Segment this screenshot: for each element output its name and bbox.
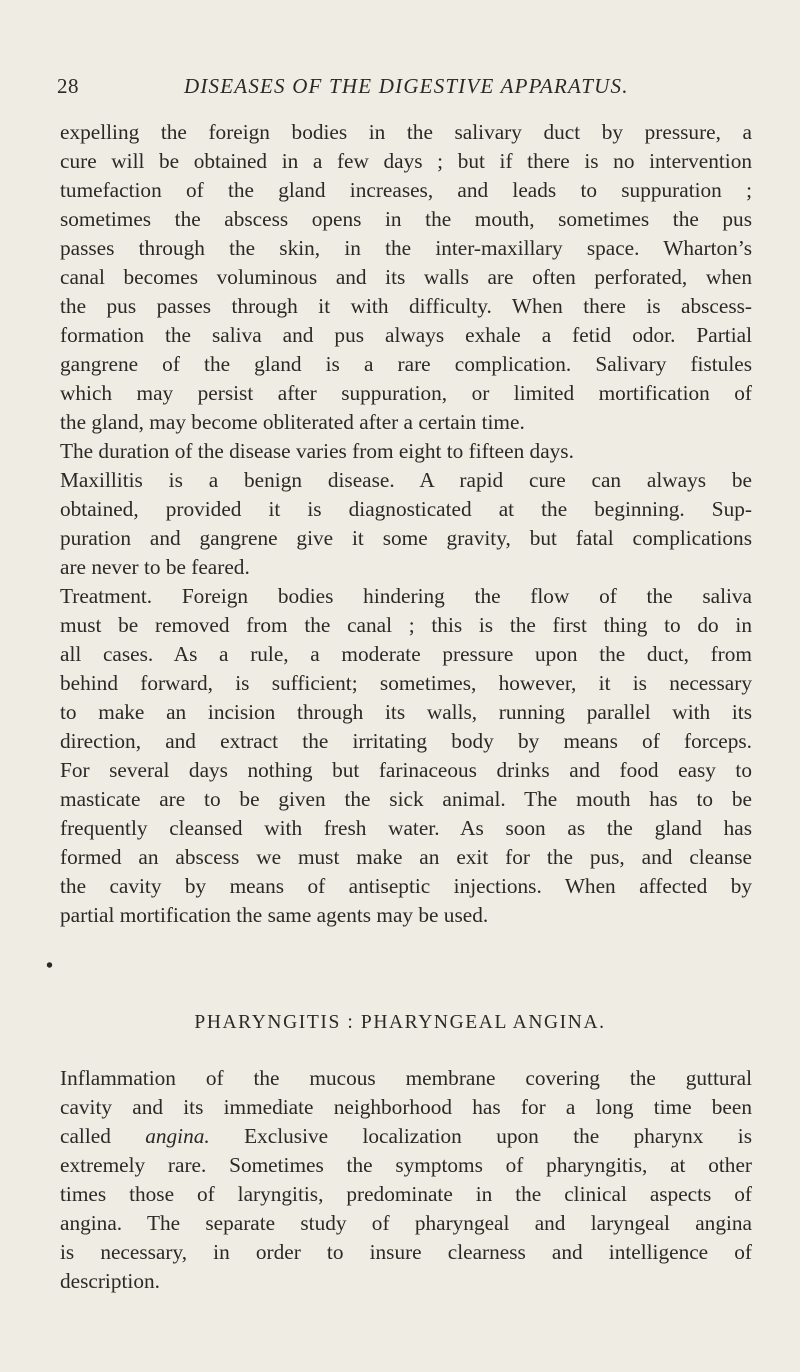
- text-line: is necessary, in order to insure clearness and intelligence of: [60, 1240, 752, 1264]
- text-line: extremely rare. Sometimes the symptoms of pharyngitis, at other: [60, 1153, 752, 1177]
- running-head: [57, 74, 747, 104]
- text-line: description.: [60, 1269, 160, 1293]
- text-line: all cases. As a rule, a moderate pressure upon the duct, from: [60, 642, 752, 666]
- text-line: For several days nothing but farinaceous drinks and food easy to: [60, 758, 752, 782]
- text-line: cavity and its immediate neighborhood has for a long time been: [60, 1095, 752, 1119]
- body-text: [60, 118, 752, 930]
- text-line: expelling the foreign bodies in the salivary duct by pressure, a: [60, 120, 752, 144]
- text-line: Treatment. Foreign bodies hindering the flow of the saliva: [60, 584, 752, 608]
- italic-term: angina.: [145, 1124, 210, 1148]
- text-line: cure will be obtained in a few days ; but if there is no intervention: [60, 149, 752, 173]
- section-heading: PHARYNGITIS : PHARYNGEAL ANGINA.: [194, 1012, 606, 1033]
- text-line: sometimes the abscess opens in the mouth, sometimes the pus: [60, 207, 752, 231]
- text-line: are never to be feared.: [60, 555, 250, 579]
- text-line: the cavity by means of antiseptic injections. When affected by: [60, 874, 752, 898]
- paragraph-duration: [60, 437, 752, 466]
- text-line: canal becomes voluminous and its walls are often perforated, when: [60, 265, 752, 289]
- text-line: the pus passes through it with difficulty. When there is abscess-: [60, 294, 752, 318]
- body-text-angina: [60, 1064, 752, 1296]
- text-line: must be removed from the canal ; this is the first thing to do in: [60, 613, 752, 637]
- paragraph-prognosis: [60, 466, 752, 582]
- text-line: Maxillitis is a benign disease. A rapid cure can always be: [60, 468, 752, 492]
- paragraph-continuation: [60, 118, 752, 437]
- text-line: frequently cleansed with fresh water. As soon as the gland has: [60, 816, 752, 840]
- text-line: masticate are to be given the sick animal. The mouth has to be: [60, 787, 752, 811]
- text-line: tumefaction of the gland increases, and leads to suppuration ;: [60, 178, 752, 202]
- paragraph-treatment: [60, 582, 752, 930]
- text-line: gangrene of the gland is a rare complication. Salivary fistules: [60, 352, 752, 376]
- text-line: puration and gangrene give it some gravity, but fatal complications: [60, 526, 752, 550]
- text-line-with-italic: [60, 1122, 752, 1151]
- text-line: Inflammation of the mucous membrane covering the guttural: [60, 1066, 752, 1090]
- text-line: to make an incision through its walls, running parallel with its: [60, 700, 752, 724]
- text-line: times those of laryngitis, predominate in the clinical aspects of: [60, 1182, 752, 1206]
- text-line: which may persist after suppuration, or limited mortification of: [60, 381, 752, 405]
- text-line: formed an abscess we must make an exit for the pus, and cleanse: [60, 845, 752, 869]
- text-line: obtained, provided it is diagnosticated at the beginning. Sup-: [60, 497, 752, 521]
- text-line: behind forward, is sufficient; sometimes, however, it is necessary: [60, 671, 752, 695]
- text-segment: Exclusive localization upon the pharynx is: [209, 1124, 752, 1148]
- text-line: passes through the skin, in the inter-maxillary space. Wharton’s: [60, 236, 752, 260]
- page-number: 28: [57, 74, 79, 98]
- stray-print-mark: •: [46, 955, 54, 977]
- text-line: the gland, may become obliterated after a certain time.: [60, 410, 525, 434]
- text-segment: called: [60, 1124, 146, 1148]
- text-line: angina. The separate study of pharyngeal and laryngeal angina: [60, 1211, 752, 1235]
- text-line: partial mortification the same agents may be used.: [60, 903, 489, 927]
- text-line: formation the saliva and pus always exhale a fetid odor. Partial: [60, 323, 752, 347]
- running-title: DISEASES OF THE DIGESTIVE APPARATUS.: [184, 74, 629, 98]
- text-line: direction, and extract the irritating body by means of forceps.: [60, 729, 752, 753]
- text-line: The duration of the disease varies from eight to fifteen days.: [60, 439, 574, 463]
